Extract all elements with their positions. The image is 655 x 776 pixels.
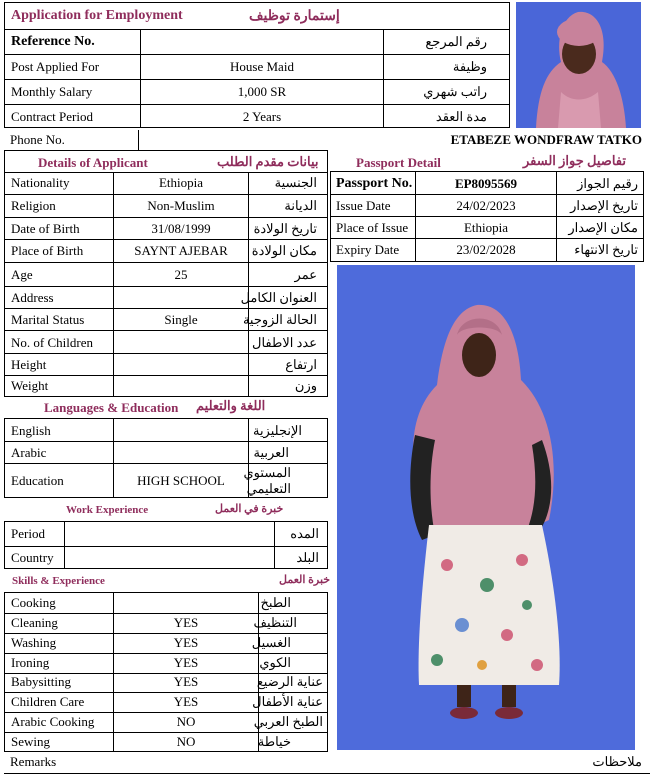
skill-babysitting-value: YES [173, 674, 199, 689]
pob-value: SAYNT AJEBAR [134, 243, 228, 258]
education-label-ar-1: المستوي [243, 465, 291, 480]
application-title-en: Application for Employment [11, 8, 183, 23]
religion-row [5, 195, 327, 218]
passport-no-value: EP8095569 [454, 176, 518, 191]
skills-title-ar: خبرة العمل [279, 574, 331, 586]
religion-label: Religion [11, 198, 56, 213]
header-table [4, 2, 510, 128]
applicant-table [4, 150, 328, 397]
passport-no-label-ar: رقيم الجواز [577, 176, 638, 191]
marital-label: Marital Status [11, 312, 85, 327]
address-label: Address [11, 290, 54, 305]
issue-place-label: Place of Issue [336, 220, 409, 235]
pob-row [5, 240, 327, 263]
portrait-photo [516, 2, 641, 128]
applicant-name: ETABEZE WONDFRAW TATKO [450, 132, 642, 147]
education-label-ar-2: التعليمي [246, 481, 291, 496]
issue-place-label-ar: مكان الإصدار [568, 220, 638, 235]
work-title-ar: خبرة في العمل [215, 503, 284, 515]
passport-title-ar: تفاصيل جواز السفر [522, 153, 626, 168]
passport-no-label: Passport No. [336, 176, 413, 191]
passport-title-en: Passport Detail [356, 155, 441, 170]
children-label-ar: عدد الاطفال [252, 335, 317, 350]
contract-value: 2 Years [242, 109, 282, 124]
skill-cooking-label-ar: الطبخ [260, 595, 291, 610]
weight-row [5, 376, 327, 396]
religion-label-ar: الديانة [284, 198, 317, 213]
dob-value: 31/08/1999 [151, 221, 211, 236]
skill-washing-label: Washing [11, 635, 57, 650]
age-label-ar: عمر [294, 267, 317, 282]
skill-sewing-value: NO [176, 734, 196, 749]
address-label-ar: العنوان الكامل [240, 290, 317, 305]
period-label-ar: المده [290, 526, 319, 541]
reference-label: Reference No. [11, 34, 95, 49]
work-title-en: Work Experience [66, 504, 149, 516]
education-value: HIGH SCHOOL [137, 473, 225, 488]
reference-label-ar: رقم المرجع [425, 34, 487, 49]
english-label: English [11, 423, 51, 438]
expiry-value: 23/02/2028 [456, 242, 516, 257]
dob-label: Date of Birth [11, 221, 80, 236]
skill-cooking-label: Cooking [11, 595, 56, 610]
applicant-title-ar: بيانات مقدم الطلب [217, 154, 319, 169]
full-body-photo [337, 265, 635, 750]
issue-date-label: Issue Date [336, 198, 391, 213]
full-body-photo-image [337, 265, 635, 750]
height-label: Height [11, 357, 47, 372]
country-label: Country [11, 550, 54, 565]
application-title-ar: إستمارة توظيف [249, 9, 340, 24]
skills-section [4, 569, 331, 752]
nationality-value: Ethiopia [158, 175, 204, 190]
skill-arabic-cooking-label: Arabic Cooking [11, 714, 95, 729]
height-row [5, 354, 327, 376]
weight-label: Weight [11, 378, 49, 393]
nationality-label: Nationality [11, 175, 70, 190]
nationality-row [5, 172, 327, 195]
portrait-photo-image [516, 2, 641, 128]
skill-cleaning-value: YES [173, 615, 199, 630]
skill-arabic-cooking-value: NO [176, 714, 196, 729]
phone-label: Phone No. [10, 132, 65, 147]
skill-arabic-cooking-label-ar: الطبخ العربي [253, 714, 323, 729]
dob-label-ar: تاريخ الولادة [253, 221, 317, 236]
skill-childcare-value: YES [173, 694, 199, 709]
issue-date-value: 24/02/2023 [456, 198, 516, 213]
age-row [5, 263, 327, 287]
languages-title-ar: اللغة والتعليم [196, 398, 266, 413]
religion-value: Non-Muslim [147, 198, 215, 213]
address-row [5, 287, 327, 309]
marital-label-ar: الحالة الزوجية [242, 312, 317, 327]
salary-label: Monthly Salary [11, 84, 93, 99]
nationality-label-ar: الجنسية [274, 175, 317, 190]
skill-washing-value: YES [173, 635, 199, 650]
period-label: Period [11, 526, 45, 541]
country-label-ar: البلد [296, 550, 319, 565]
skill-babysitting-label: Babysitting [11, 674, 71, 689]
arabic-label: Arabic [11, 445, 47, 460]
marital-row [5, 309, 327, 331]
dob-row [5, 218, 327, 240]
post-label-ar: وظيفة [452, 59, 487, 74]
skill-childcare-label-ar: عناية الأطفال [252, 694, 323, 709]
skill-sewing-label-ar: خياطة [257, 734, 291, 749]
skill-babysitting-label-ar: عناية الرضيع [256, 674, 323, 689]
skill-childcare-label: Children Care [11, 694, 85, 709]
applicant-title-en: Details of Applicant [38, 155, 148, 170]
contract-label: Contract Period [11, 109, 93, 124]
skill-sewing-label: Sewing [11, 734, 50, 749]
issue-date-label-ar: تاريخ الإصدار [570, 198, 638, 213]
english-label-ar: الإنجليزية [252, 423, 302, 438]
skill-washing-label-ar: الغسيل [251, 635, 291, 650]
pob-label: Place of Birth [11, 243, 84, 258]
children-label: No. of Children [11, 335, 93, 350]
skills-title-en: Skills & Experience [12, 575, 105, 587]
expiry-label: Expiry Date [336, 242, 400, 257]
remarks-label: Remarks [10, 754, 57, 769]
marital-value: Single [164, 312, 198, 327]
skill-ironing-value: YES [173, 655, 199, 670]
salary-label-ar: راتب شهري [423, 84, 487, 99]
languages-title-en: Languages & Education [44, 400, 179, 415]
languages-section [4, 397, 328, 498]
children-row [5, 331, 327, 354]
post-value: House Maid [230, 59, 294, 74]
skill-cleaning-label-ar: التنظيف [253, 615, 297, 630]
remarks-row [4, 752, 650, 774]
contract-label-ar: مدة العقد [435, 109, 487, 124]
skill-ironing-label: Ironing [11, 655, 50, 670]
weight-label-ar: وزن [294, 378, 317, 393]
skill-ironing-label-ar: الكوي [259, 655, 291, 670]
age-value: 25 [174, 267, 188, 282]
remarks-label-ar: ملاحظات [592, 754, 642, 769]
pob-label-ar: مكان الولادة [251, 243, 317, 258]
post-label: Post Applied For [11, 59, 100, 74]
skill-cleaning-label: Cleaning [11, 615, 58, 630]
age-label: Age [11, 267, 33, 282]
salary-value: 1,000 SR [237, 84, 287, 99]
phone-row [4, 130, 654, 150]
height-label-ar: ارتفاع [285, 357, 317, 372]
arabic-label-ar: العربية [253, 445, 289, 460]
expiry-label-ar: تاريخ الانتهاء [574, 242, 638, 257]
passport-section [330, 150, 644, 262]
education-label: Education [11, 473, 64, 488]
work-section [4, 498, 328, 569]
issue-place-value: Ethiopia [463, 220, 509, 235]
